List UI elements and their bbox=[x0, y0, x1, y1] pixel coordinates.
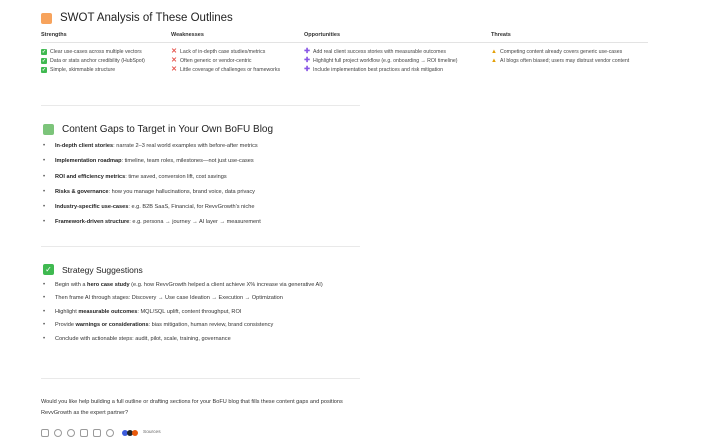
list-item bbox=[41, 294, 361, 302]
list-item bbox=[41, 281, 361, 289]
sources-button[interactable] bbox=[122, 430, 137, 436]
item-bold: Industry-specific use-cases bbox=[55, 204, 129, 211]
item-text: : e.g. persona → journey → AI layer → measurement bbox=[129, 219, 261, 226]
list-item bbox=[41, 188, 361, 203]
table-cell bbox=[41, 47, 171, 56]
table-cell bbox=[491, 47, 648, 56]
table-cell bbox=[304, 65, 491, 74]
share-icon[interactable] bbox=[93, 429, 101, 437]
swot-heading bbox=[41, 12, 233, 24]
cell-text: AI blogs often biased; users may distrust vendor content bbox=[500, 57, 630, 64]
list-item bbox=[41, 335, 361, 343]
gaps-heading bbox=[43, 124, 273, 135]
check-box-icon: ✓ bbox=[43, 264, 54, 275]
check-icon: ✓ bbox=[41, 66, 47, 73]
item-text: : timeline, team roles, milestones—not just use-cases bbox=[121, 158, 254, 165]
check-icon: ✓ bbox=[41, 48, 47, 55]
item-bold: Risks & governance bbox=[55, 188, 109, 195]
table-cell bbox=[41, 56, 171, 65]
item-bold: measurable outcomes bbox=[78, 308, 138, 315]
header-threats: Threats bbox=[491, 32, 511, 38]
table-cell bbox=[171, 65, 304, 74]
header-weaknesses: Weaknesses bbox=[171, 32, 204, 38]
cross-icon: ✕ bbox=[171, 65, 177, 73]
gaps-heading-text: Content Gaps to Target in Your Own BoFU Blog bbox=[62, 124, 274, 135]
opportunities-column bbox=[304, 47, 491, 74]
list-item bbox=[41, 157, 361, 172]
fire-icon bbox=[41, 13, 52, 24]
swot-table bbox=[41, 32, 648, 74]
item-text: Highlight bbox=[55, 308, 79, 315]
cell-text: Lack of in-depth case studies/metrics bbox=[180, 48, 266, 55]
item-text: : time saved, conversion lift, cost savings bbox=[125, 173, 227, 180]
item-text: : bias mitigation, human review, brand consistency bbox=[148, 322, 274, 329]
header-opportunities: Opportunities bbox=[304, 32, 341, 38]
gaps-list bbox=[41, 142, 361, 234]
list-item bbox=[41, 308, 361, 316]
item-bold: In-depth client stories bbox=[55, 143, 114, 149]
strategy-heading-text: Strategy Suggestions bbox=[62, 264, 143, 275]
list-item bbox=[41, 203, 361, 218]
cell-text: Clear use-cases across multiple vectors bbox=[50, 48, 142, 55]
list-item bbox=[41, 321, 361, 329]
item-bold: Implementation roadmap bbox=[55, 158, 122, 165]
cell-text: Include implementation best practices and risk mitigation bbox=[313, 66, 444, 73]
item-bold: Framework-driven structure bbox=[55, 219, 130, 226]
item-bold: warnings or considerations bbox=[75, 322, 149, 329]
plus-icon: ✚ bbox=[304, 47, 310, 55]
cell-text: Data or stats anchor credibility (HubSpot) bbox=[50, 57, 145, 64]
table-cell bbox=[491, 56, 648, 65]
cross-icon: ✕ bbox=[171, 47, 177, 55]
plus-icon: ✚ bbox=[304, 65, 310, 73]
item-text: : narrate 2–3 real world examples with before-after metrics bbox=[113, 143, 258, 149]
table-cell bbox=[171, 47, 304, 56]
item-bold: hero case study bbox=[87, 282, 130, 288]
item-text: : MQL/SQL uplift, content throughput, ROI bbox=[137, 308, 242, 315]
warning-icon: ▲ bbox=[491, 48, 497, 55]
copy-icon[interactable] bbox=[41, 429, 49, 437]
list-item bbox=[41, 142, 361, 157]
weaknesses-column bbox=[171, 47, 304, 74]
cross-icon: ✕ bbox=[171, 56, 177, 64]
item-text: (e.g. how RevvGrowth helped a client achieve X% increase via generative AI) bbox=[129, 282, 323, 288]
table-cell bbox=[171, 56, 304, 65]
table-cell bbox=[41, 65, 171, 74]
check-icon: ✓ bbox=[41, 57, 47, 64]
table-cell bbox=[304, 47, 491, 56]
puzzle-icon bbox=[43, 124, 54, 135]
swot-table-header bbox=[41, 32, 648, 43]
item-bold: ROI and efficiency metrics bbox=[55, 173, 126, 180]
strengths-column bbox=[41, 47, 171, 74]
regenerate-icon[interactable] bbox=[106, 429, 114, 437]
cell-text: Competing content already covers generic use-cases bbox=[500, 48, 623, 55]
cell-text: Highlight full project workflow (e.g. onboarding → ROI timeline) bbox=[313, 57, 458, 64]
thumbs-up-icon[interactable] bbox=[54, 429, 62, 437]
cell-text: Often generic or vendor-centric bbox=[180, 57, 252, 64]
section-divider bbox=[41, 378, 360, 379]
item-text: : e.g. B2B SaaS, Financial, for RevvGrowth's niche bbox=[128, 204, 255, 211]
plus-icon: ✚ bbox=[304, 56, 310, 64]
list-item bbox=[41, 173, 361, 188]
closing-question: Would you like help building a full outline or drafting sections for your BoFU blog that fills these content gaps and positions RevvGrowth as the expert partner? bbox=[41, 399, 343, 416]
cell-text: Little coverage of challenges or frameworks bbox=[180, 66, 281, 73]
cell-text: Add real client success stories with measurable outcomes bbox=[313, 48, 446, 55]
section-divider bbox=[41, 246, 360, 247]
item-text: Provide bbox=[55, 322, 76, 329]
sources-label[interactable]: Sources bbox=[143, 430, 161, 435]
strategy-heading bbox=[43, 264, 143, 275]
list-item bbox=[41, 218, 361, 233]
item-text: Then frame AI through stages: Discovery → Use case Ideation → Execution → Optimization bbox=[55, 295, 283, 302]
source-avatar bbox=[132, 430, 138, 436]
item-text: : how you manage hallucinations, brand voice, data privacy bbox=[108, 188, 255, 195]
speaker-icon[interactable] bbox=[80, 429, 88, 437]
cell-text: Simple, skimmable structure bbox=[50, 66, 116, 73]
thumbs-down-icon[interactable] bbox=[67, 429, 75, 437]
swot-heading-text: SWOT Analysis of These Outlines bbox=[60, 12, 233, 24]
threats-column bbox=[491, 47, 648, 74]
header-strengths: Strengths bbox=[41, 32, 67, 38]
item-text: Begin with a bbox=[55, 282, 88, 288]
response-actions bbox=[41, 428, 161, 437]
item-text: Conclude with actionable steps: audit, pilot, scale, training, governance bbox=[55, 335, 231, 342]
strategy-list bbox=[41, 281, 361, 348]
section-divider bbox=[41, 105, 360, 106]
warning-icon: ▲ bbox=[491, 57, 497, 64]
table-cell bbox=[304, 56, 491, 65]
